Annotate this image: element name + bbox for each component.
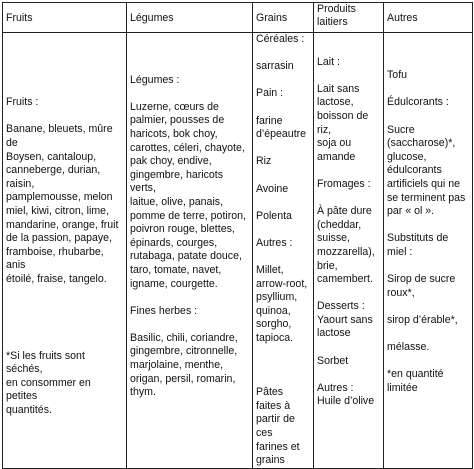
header-fruits: Fruits (3, 3, 127, 33)
pates-value: Pâtes faites à partir de ces farines et grains (256, 386, 300, 467)
fruits-note: *Si les fruits sont séchés, en consommer en petites quantités. (6, 349, 91, 417)
header-autres: Autres (384, 3, 473, 33)
pain-label: Pain : (256, 87, 284, 100)
polenta-value: Polenta (256, 209, 292, 222)
header-grains: Grains (253, 3, 314, 33)
sucre-value: Sucre (saccharose)*, glucose, édulcorants artificiels qui ne se terminent pas par « ol ». (387, 123, 466, 218)
fromages-label: Fromages : (317, 177, 371, 190)
fines-herbes-label: Fines herbes : (130, 304, 198, 317)
cell-produits-laitiers (314, 33, 384, 469)
substituts-label: Substituts de miel : (387, 232, 449, 258)
laitiers-autres-value: Huile d’olive (317, 395, 375, 408)
grains-autres-list: Millet, arrow-root, psyllium, quinoa, sorgho, tapioca. (256, 264, 308, 345)
cell-fruits (3, 33, 127, 469)
content-row (3, 33, 473, 469)
grains-autres-label: Autres : (256, 236, 293, 249)
cereales-value: sarrasin (256, 60, 294, 73)
fines-herbes-list: Basilic, chili, coriandre, gingembre, citronnelle, marjolaine, menthe, origan, persil, romarin, thym. (130, 331, 238, 399)
pain-value: farine d’épeautre (256, 114, 307, 141)
fruits-list: Banane, bleuets, mûre de Boysen, cantaloup, canneberge, durian, raisin, pamplemousse, melon miel, kiwi, citron, lime, mandarine, orange, fruit de la passion, papaye, framboise, rhubarbe, anis étoilé, fraise, tangelo. (6, 123, 119, 285)
avoine-value: Avoine (256, 182, 289, 195)
edulcorants-label: Édulcorants : (387, 96, 449, 109)
cereales-label: Céréales : (256, 33, 305, 45)
header-legumes: Légumes (127, 3, 253, 33)
legumes-label: Légumes : (130, 73, 180, 86)
sorbet-value: Sorbet (317, 354, 349, 367)
header-produits-laitiers: Produits laitiers (314, 3, 384, 33)
tofu-value: Tofu (387, 69, 408, 82)
cell-autres (384, 33, 473, 469)
cell-legumes (127, 33, 253, 469)
laitiers-autres-label: Autres : (317, 381, 354, 394)
food-table (2, 2, 473, 469)
cell-grains (253, 33, 314, 469)
lait-label: Lait : (317, 55, 340, 68)
sirop-erable-value: sirop d’érable*, (387, 313, 458, 326)
riz-value: Riz (256, 155, 272, 168)
sirop-sucre-value: Sirop de sucre roux*, (387, 273, 456, 299)
lait-value: Lait sans lactose, boisson de riz, soja ou amande (317, 82, 369, 163)
fruits-label: Fruits : (6, 96, 39, 109)
autres-note: *en quantité limitée (387, 368, 444, 394)
desserts-value: Yaourt sans lactose (317, 313, 373, 340)
legumes-list: Luzerne, cœurs de palmier, pousses de haricots, bok choy, carottes, céleri, chayote, pak choy, endive, gingembre, haricots verts, laitue, olive, panais, pomme de terre, potiron, poivron rouge, blettes, épinards, courges, rutabaga, patate douce, taro, tomate, navet, igname, courgette. (130, 100, 246, 290)
melasse-value: mélasse. (387, 341, 430, 354)
header-row (3, 3, 473, 33)
desserts-label: Desserts : (317, 300, 365, 313)
fromages-value: À pâte dure (cheddar, suisse, mozzarella), brie, camembert. (317, 205, 375, 286)
